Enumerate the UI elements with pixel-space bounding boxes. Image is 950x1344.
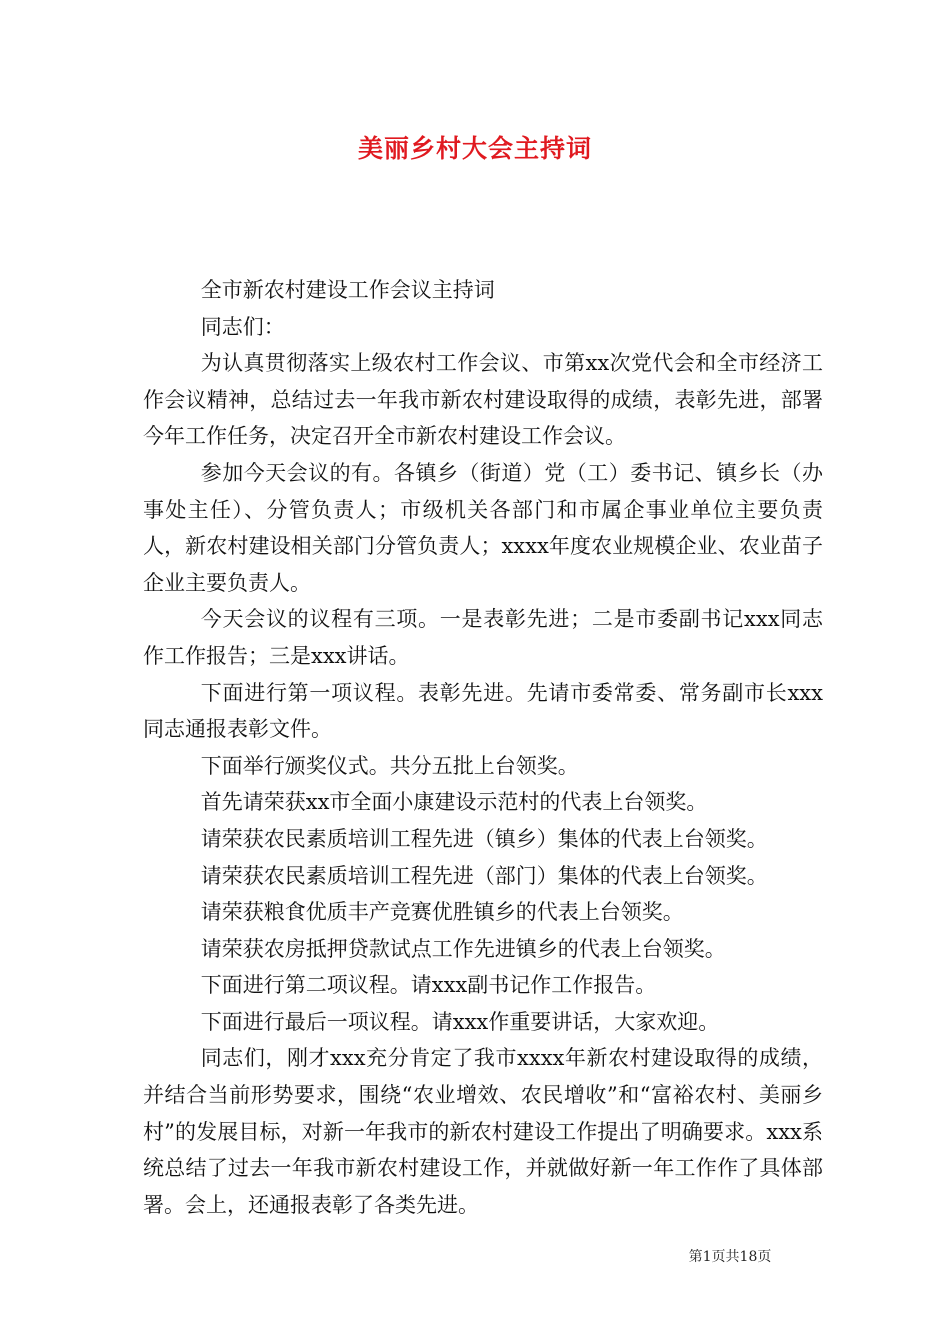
- paragraph: 下面举行颁奖仪式。共分五批上台领奖。: [200, 753, 579, 778]
- document-title: 美丽乡村大会主持词: [357, 134, 592, 163]
- paragraph: 今天会议的议程有三项。一是表彰先进；二是市委副书记xxx同志作工作报告；三是xxx讲话。: [143, 607, 823, 668]
- paragraph-greeting: 同志们：: [200, 314, 285, 339]
- page-footer: [0, 1247, 950, 1267]
- paragraph: 请荣获农民素质培训工程先进（镇乡）集体的代表上台领奖。: [200, 826, 768, 851]
- paragraph: 请荣获农民素质培训工程先进（部门）集体的代表上台领奖。: [200, 863, 768, 888]
- paragraph: 同志们，刚才xxx充分肯定了我市xxxx年新农村建设取得的成绩，并结合当前形势要求，围绕“农业增效、农民增收”和“富裕农村、美丽乡村”的发展目标，对新一年我市的新农村建设工作提出了明确要求。xxx系统总结了过去一年我市新农村建设工作，并就做好新一年工作作了具体部署。会上，还通报表彰了各类先进。: [143, 1046, 823, 1217]
- document-body: [143, 272, 823, 1223]
- paragraph: 下面进行第二项议程。请xxx副书记作工作报告。: [200, 973, 657, 998]
- page-number: 第1页共18页: [688, 1249, 772, 1265]
- paragraph: 请荣获粮食优质丰产竞赛优胜镇乡的代表上台领奖。: [200, 900, 684, 925]
- paragraph: 下面进行最后一项议程。请xxx作重要讲话，大家欢迎。: [200, 1009, 720, 1034]
- paragraph: 参加今天会议的有。各镇乡（街道）党（工）委书记、镇乡长（办事处主任）、分管负责人；市级机关各部门和市属企事业单位主要负责人，新农村建设相关部门分管负责人；xxxx年度农业规模企业、农业苗子企业主要负责人。: [143, 460, 823, 595]
- paragraph: 请荣获农房抵押贷款试点工作先进镇乡的代表上台领奖。: [200, 936, 726, 961]
- paragraph: 下面进行第一项议程。表彰先进。先请市委常委、常务副市长xxx同志通报表彰文件。: [143, 680, 823, 742]
- paragraph-subtitle: 全市新农村建设工作会议主持词: [200, 278, 495, 302]
- paragraph: 首先请荣获xx市全面小康建设示范村的代表上台领奖。: [200, 790, 708, 815]
- paragraph: 为认真贯彻落实上级农村工作会议、市第xx次党代会和全市经济工作会议精神，总结过去一年我市新农村建设取得的成绩，表彰先进，部署今年工作任务，决定召开全市新农村建设工作会议。: [143, 351, 823, 449]
